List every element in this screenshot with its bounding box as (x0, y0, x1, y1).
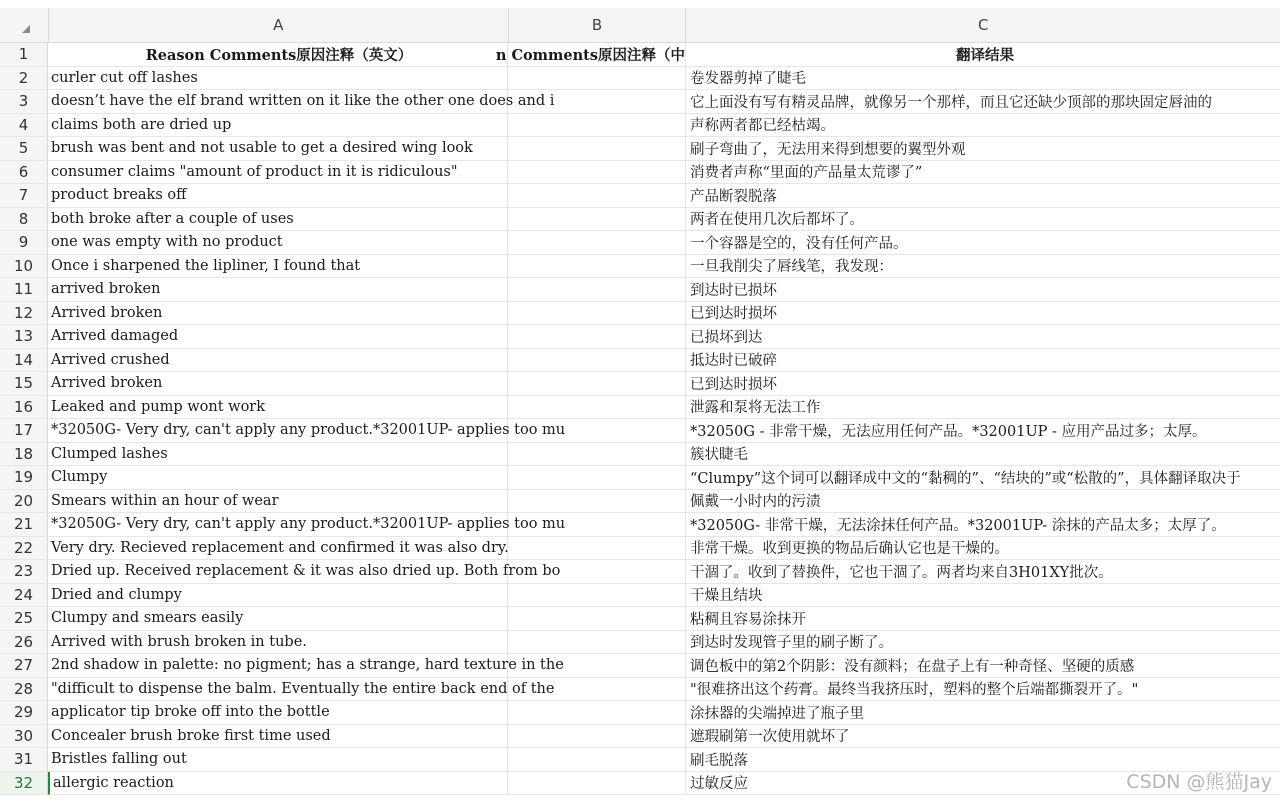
table-row (0, 466, 1280, 490)
row-number[interactable]: 13 (0, 325, 48, 349)
row-number[interactable]: 29 (0, 701, 48, 725)
cell-c[interactable]: 刷毛脱落 (686, 748, 1280, 772)
table-row (0, 278, 1280, 302)
cell-c[interactable]: 泄露和泵将无法工作 (686, 396, 1280, 420)
cell-b[interactable] (508, 631, 686, 655)
row-number[interactable]: 18 (0, 443, 48, 467)
cell-c[interactable]: 簇状睫毛 (686, 443, 1280, 467)
cell-c[interactable]: "很难挤出这个药膏。最终当我挤压时，塑料的整个后端都撕裂开了。" (686, 678, 1280, 702)
cell-b[interactable] (508, 701, 686, 725)
watermark: CSDN @熊猫Jay (1126, 771, 1272, 793)
row-number[interactable]: 10 (0, 255, 48, 279)
row-number[interactable]: 4 (0, 114, 48, 138)
cell-b[interactable] (508, 137, 686, 161)
row-number[interactable]: 16 (0, 396, 48, 420)
column-header-a[interactable]: A (49, 8, 509, 42)
cell-b[interactable] (508, 607, 686, 631)
cell-b[interactable] (508, 184, 686, 208)
cell-header-b[interactable]: n Comments原因注释（中 (508, 43, 686, 67)
cell-a[interactable]: Bristles falling out (48, 748, 508, 772)
cell-b[interactable] (508, 560, 686, 584)
cell-b[interactable] (508, 725, 686, 749)
table-row (0, 137, 1280, 161)
row-number[interactable]: 9 (0, 231, 48, 255)
cell-b[interactable] (508, 302, 686, 326)
cell-a[interactable]: Dried up. Received replacement & it was also dried up. Both from bo (48, 560, 508, 584)
cell-c[interactable]: 干涸了。收到了替换件，它也干涸了。两者均来自3H01XY批次。 (686, 560, 1280, 584)
table-row (0, 372, 1280, 396)
cell-a[interactable]: allergic reaction (48, 772, 508, 796)
cell-c[interactable]: 一个容器是空的，没有任何产品。 (686, 231, 1280, 255)
cell-a[interactable]: Arrived damaged (48, 325, 508, 349)
cell-b[interactable] (508, 231, 686, 255)
row-number[interactable]: 12 (0, 302, 48, 326)
cell-a[interactable]: claims both are dried up (48, 114, 508, 138)
cell-a[interactable]: "difficult to dispense the balm. Eventually the entire back end of the (48, 678, 508, 702)
cell-c[interactable]: 已到达时损坏 (686, 372, 1280, 396)
cell-b[interactable] (508, 772, 686, 796)
cell-a[interactable]: Dried and clumpy (48, 584, 508, 608)
cell-b[interactable] (508, 537, 686, 561)
cell-b[interactable] (508, 255, 686, 279)
row-number[interactable]: 2 (0, 67, 48, 91)
cell-a[interactable]: Arrived with brush broken in tube. (48, 631, 508, 655)
cell-a[interactable]: *32050G- Very dry, can't apply any product.*32001UP- applies too mu (48, 513, 508, 537)
table-row (0, 490, 1280, 514)
table-row (0, 725, 1280, 749)
table-row (0, 67, 1280, 91)
row-number[interactable]: 7 (0, 184, 48, 208)
cell-c[interactable]: 粘稠且容易涂抹开 (686, 607, 1280, 631)
cell-c[interactable]: 到达时已损坏 (686, 278, 1280, 302)
cell-b[interactable] (508, 654, 686, 678)
cell-a[interactable]: one was empty with no product (48, 231, 508, 255)
table-row (0, 114, 1280, 138)
row-number[interactable]: 30 (0, 725, 48, 749)
cell-c[interactable]: 到达时发现管子里的刷子断了。 (686, 631, 1280, 655)
table-row (0, 184, 1280, 208)
row-number[interactable]: 20 (0, 490, 48, 514)
row-number[interactable]: 3 (0, 90, 48, 114)
table-row (0, 607, 1280, 631)
cell-a[interactable]: consumer claims "amount of product in it is ridiculous" (48, 161, 508, 185)
cell-b[interactable] (508, 349, 686, 373)
column-header-b[interactable]: B (509, 8, 687, 42)
cell-c[interactable]: 过敏反应 (686, 772, 1280, 796)
cell-c[interactable]: 调色板中的第2个阴影：没有颜料；在盘子上有一种奇怪、坚硬的质感 (686, 654, 1280, 678)
cell-a[interactable]: Very dry. Recieved replacement and confirmed it was also dry. (48, 537, 508, 561)
cell-a[interactable]: Arrived broken (48, 372, 508, 396)
column-header-c[interactable]: C (977, 16, 989, 34)
cell-c[interactable]: 佩戴一小时内的污渍 (686, 490, 1280, 514)
cell-b[interactable] (508, 443, 686, 467)
row-number[interactable]: 8 (0, 208, 48, 232)
cell-c[interactable]: 涂抹器的尖端掉进了瓶子里 (686, 701, 1280, 725)
cell-c[interactable]: 干燥且结块 (686, 584, 1280, 608)
table-row (0, 513, 1280, 537)
cell-c[interactable]: 遮瑕刷第一次使用就坏了 (686, 725, 1280, 749)
table-row (0, 161, 1280, 185)
cell-c[interactable]: 产品断裂脱落 (686, 184, 1280, 208)
table-row (0, 678, 1280, 702)
table-row (0, 231, 1280, 255)
column-header-bar (0, 8, 1280, 43)
cell-c[interactable]: *32050G - 非常干燥，无法应用任何产品。*32001UP - 应用产品过多；太厚。 (686, 419, 1280, 443)
cell-b[interactable] (508, 161, 686, 185)
cell-a[interactable]: curler cut off lashes (48, 67, 508, 91)
cell-a[interactable]: Concealer brush broke first time used (48, 725, 508, 749)
row-number[interactable]: 14 (0, 349, 48, 373)
table-row (0, 772, 1280, 796)
table-row (0, 748, 1280, 772)
row-number[interactable]: 1 (0, 43, 48, 67)
cell-c[interactable]: 刷子弯曲了，无法用来得到想要的翼型外观 (686, 137, 1280, 161)
table-row (0, 90, 1280, 114)
cell-b[interactable] (508, 90, 686, 114)
cell-b[interactable] (508, 325, 686, 349)
cell-c[interactable]: 非常干燥。收到更换的物品后确认它也是干燥的。 (686, 537, 1280, 561)
table-row (0, 584, 1280, 608)
select-all-corner[interactable] (0, 8, 49, 42)
cell-a[interactable]: Once i sharpened the lipliner, I found that (48, 255, 508, 279)
table-row (0, 349, 1280, 373)
table-row (0, 631, 1280, 655)
row-number[interactable]: 25 (0, 607, 48, 631)
cell-b[interactable] (508, 67, 686, 91)
cell-b[interactable] (508, 372, 686, 396)
row-number[interactable]: 15 (0, 372, 48, 396)
cell-a[interactable]: arrived broken (48, 278, 508, 302)
cell-c[interactable]: 声称两者都已经枯竭。 (686, 114, 1280, 138)
cell-c[interactable]: 一旦我削尖了唇线笔，我发现： (686, 255, 1280, 279)
table-row (0, 396, 1280, 420)
cell-a[interactable]: Smears within an hour of wear (48, 490, 508, 514)
cell-c[interactable]: 已损坏到达 (686, 325, 1280, 349)
cell-b[interactable] (508, 678, 686, 702)
row-number[interactable]: 6 (0, 161, 48, 185)
cell-a[interactable]: product breaks off (48, 184, 508, 208)
row-number[interactable]: 32 (0, 772, 48, 796)
row-number[interactable]: 23 (0, 560, 48, 584)
cell-a[interactable]: 2nd shadow in palette: no pigment; has a strange, hard texture in the (48, 654, 508, 678)
cell-a[interactable]: Clumped lashes (48, 443, 508, 467)
row-number[interactable]: 27 (0, 654, 48, 678)
table-row (0, 560, 1280, 584)
table-row (0, 654, 1280, 678)
row-number[interactable]: 26 (0, 631, 48, 655)
cell-b[interactable] (508, 513, 686, 537)
row-number[interactable]: 22 (0, 537, 48, 561)
grid-body (0, 43, 1280, 795)
row-number[interactable]: 19 (0, 466, 48, 490)
header-row (0, 43, 1280, 67)
cell-header-a[interactable]: Reason Comments原因注释（英文） (48, 43, 508, 67)
cell-a[interactable]: both broke after a couple of uses (48, 208, 508, 232)
cell-b[interactable] (508, 114, 686, 138)
cell-b[interactable] (508, 419, 686, 443)
cell-b[interactable] (508, 584, 686, 608)
row-number[interactable]: 5 (0, 137, 48, 161)
table-row (0, 302, 1280, 326)
table-row (0, 255, 1280, 279)
cell-b[interactable] (508, 748, 686, 772)
cell-a[interactable]: Clumpy and smears easily (48, 607, 508, 631)
row-number[interactable]: 21 (0, 513, 48, 537)
cell-b[interactable] (508, 466, 686, 490)
table-row (0, 443, 1280, 467)
cell-c[interactable]: 消费者声称“里面的产品量太荒谬了” (686, 161, 1280, 185)
cell-a[interactable]: brush was bent and not usable to get a desired wing look (48, 137, 508, 161)
table-row (0, 208, 1280, 232)
row-number[interactable]: 24 (0, 584, 48, 608)
table-row (0, 419, 1280, 443)
cell-c[interactable]: *32050G- 非常干燥，无法涂抹任何产品。*32001UP- 涂抹的产品太多；太厚了。 (686, 513, 1280, 537)
cell-a[interactable]: applicator tip broke off into the bottle (48, 701, 508, 725)
cell-b[interactable] (508, 396, 686, 420)
table-row (0, 537, 1280, 561)
cell-a[interactable]: doesn’t have the elf brand written on it like the other one does and i (48, 90, 508, 114)
cell-a[interactable]: Clumpy (48, 466, 508, 490)
cell-a[interactable]: Arrived crushed (48, 349, 508, 373)
cell-b[interactable] (508, 278, 686, 302)
select-all-triangle-icon (22, 25, 30, 33)
row-number[interactable]: 17 (0, 419, 48, 443)
cell-c[interactable]: “Clumpy”这个词可以翻译成中文的“黏稠的”、“结块的”或“松散的”，具体翻译取决于 (686, 466, 1280, 490)
cell-a[interactable]: Leaked and pump wont work (48, 396, 508, 420)
cell-a[interactable]: *32050G- Very dry, can't apply any product.*32001UP- applies too mu (48, 419, 508, 443)
table-row (0, 701, 1280, 725)
table-row (0, 325, 1280, 349)
row-number[interactable]: 28 (0, 678, 48, 702)
cell-b[interactable] (508, 208, 686, 232)
cell-c[interactable]: 卷发器剪掉了睫毛 (686, 67, 1280, 91)
cell-header-c[interactable]: 翻译结果 (686, 43, 1280, 67)
cell-c[interactable]: 两者在使用几次后都坏了。 (686, 208, 1280, 232)
row-number[interactable]: 11 (0, 278, 48, 302)
cell-b[interactable] (508, 490, 686, 514)
cell-c[interactable]: 已到达时损坏 (686, 302, 1280, 326)
cell-c[interactable]: 它上面没有写有精灵品牌，就像另一个那样，而且它还缺少顶部的那块固定唇油的 (686, 90, 1280, 114)
cell-a[interactable]: Arrived broken (48, 302, 508, 326)
cell-c[interactable]: 抵达时已破碎 (686, 349, 1280, 373)
row-number[interactable]: 31 (0, 748, 48, 772)
